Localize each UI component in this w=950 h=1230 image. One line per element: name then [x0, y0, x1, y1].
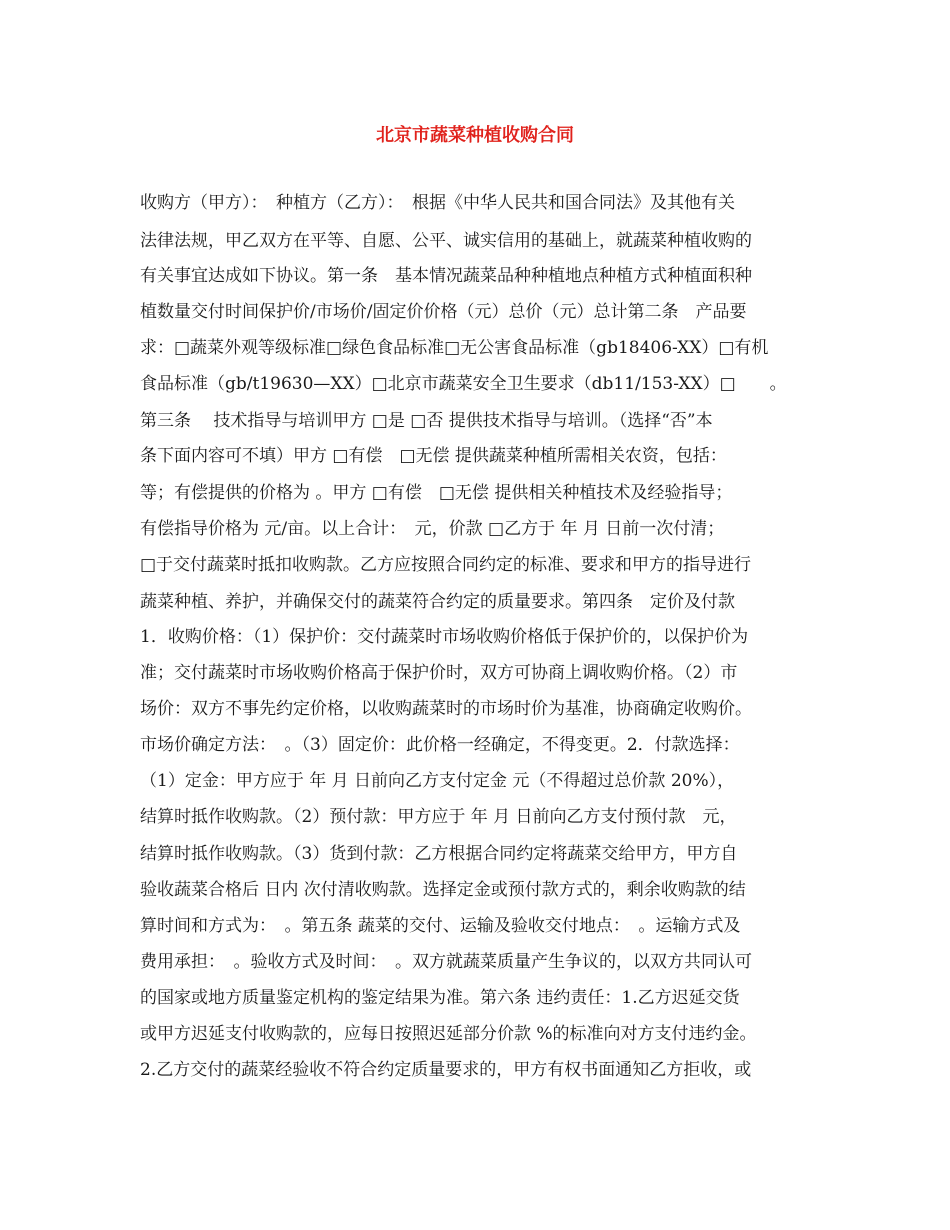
paragraph-line: 有关事宜达成如下协议。第一条 基本情况蔬菜品种种植地点种植方式种植面积种	[140, 266, 752, 286]
paragraph-line: 2.乙方交付的蔬菜经验收不符合约定质量要求的，甲方有权书面通知乙方拒收，或	[140, 1060, 752, 1080]
paragraph-line: 的国家或地方质量鉴定机构的鉴定结果为准。第六条 违约责任：1.乙方迟延交货	[140, 988, 740, 1008]
paragraph-line: 1．收购价格：（1）保护价：交付蔬菜时市场收购价格低于保护价的，以保护价为	[140, 627, 749, 647]
paragraph-line: 第三条 技术指导与培训甲方 □是 □否 提供技术指导与培训。（选择“否”本	[140, 411, 713, 431]
paragraph-line: 植数量交付时间保护价/市场价/固定价价格（元）总价（元）总计第二条 产品要	[140, 302, 747, 322]
document-title: 北京市蔬菜种植收购合同	[376, 125, 574, 146]
paragraph-line: 市场价确定方法： 。（3）固定价：此价格一经确定，不得变更。2．付款选择：	[140, 735, 740, 755]
paragraph-line: 场价：双方不事先约定价格，以收购蔬菜时的市场时价为基准，协商确定收购价。	[140, 699, 752, 719]
paragraph-line: 准；交付蔬菜时市场收购价格高于保护价时，双方可协商上调收购价格。（2）市	[140, 663, 738, 683]
paragraph-line: 等；有偿提供的价格为 。甲方 □有偿 □无偿 提供相关种植技术及经验指导；	[140, 483, 733, 503]
paragraph-line: 法律法规，甲乙双方在平等、自愿、公平、诚实信用的基础上，就蔬菜种植收购的	[140, 231, 752, 251]
paragraph-line: 算时间和方式为： 。第五条 蔬菜的交付、运输及验收交付地点： 。运输方式及	[140, 916, 741, 936]
paragraph-line: 求：□蔬菜外观等级标准□绿色食品标准□无公害食品标准（gb18406-XX）□有机	[140, 338, 769, 358]
paragraph-line: 或甲方迟延支付收购款的，应每日按照迟延部分价款 %的标准向对方支付违约金。	[140, 1024, 757, 1044]
paragraph-line: 蔬菜种植、养护，并确保交付的蔬菜符合约定的质量要求。第四条 定价及付款	[140, 592, 735, 612]
paragraph-line: 食品标准（gb/t19630—XX）□北京市蔬菜安全卫生要求（db11/153-XX）□ 。	[140, 374, 787, 394]
paragraph-line: 收购方（甲方）： 种植方（乙方）： 根据《中华人民共和国合同法》及其他有关	[140, 193, 735, 213]
paragraph-line: □于交付蔬菜时抵扣收购款。乙方应按照合同约定的标准、要求和甲方的指导进行	[140, 555, 752, 575]
paragraph-line: 验收蔬菜合格后 日内 次付清收购款。选择定金或预付款方式的，剩余收购款的结	[140, 880, 746, 900]
paragraph-line: 条下面内容可不填）甲方 □有偿 □无偿 提供蔬菜种植所需相关农资，包括：	[140, 446, 727, 466]
paragraph-line: 结算时抵作收购款。（3）货到付款：乙方根据合同约定将蔬菜交给甲方，甲方自	[140, 844, 738, 864]
paragraph-line: 结算时抵作收购款。（2）预付款：甲方应于 年 月 日前向乙方支付预付款 元，	[140, 807, 737, 827]
paragraph-line: 有偿指导价格为 元/亩。以上合计： 元，价款 □乙方于 年 月 日前一次付清；	[140, 519, 725, 539]
paragraph-line: 费用承担： 。验收方式及时间： 。双方就蔬菜质量产生争议的，以双方共同认可	[140, 952, 752, 972]
paragraph-line: （1）定金：甲方应于 年 月 日前向乙方支付定金 元（不得超过总价款 20%），	[140, 771, 735, 791]
